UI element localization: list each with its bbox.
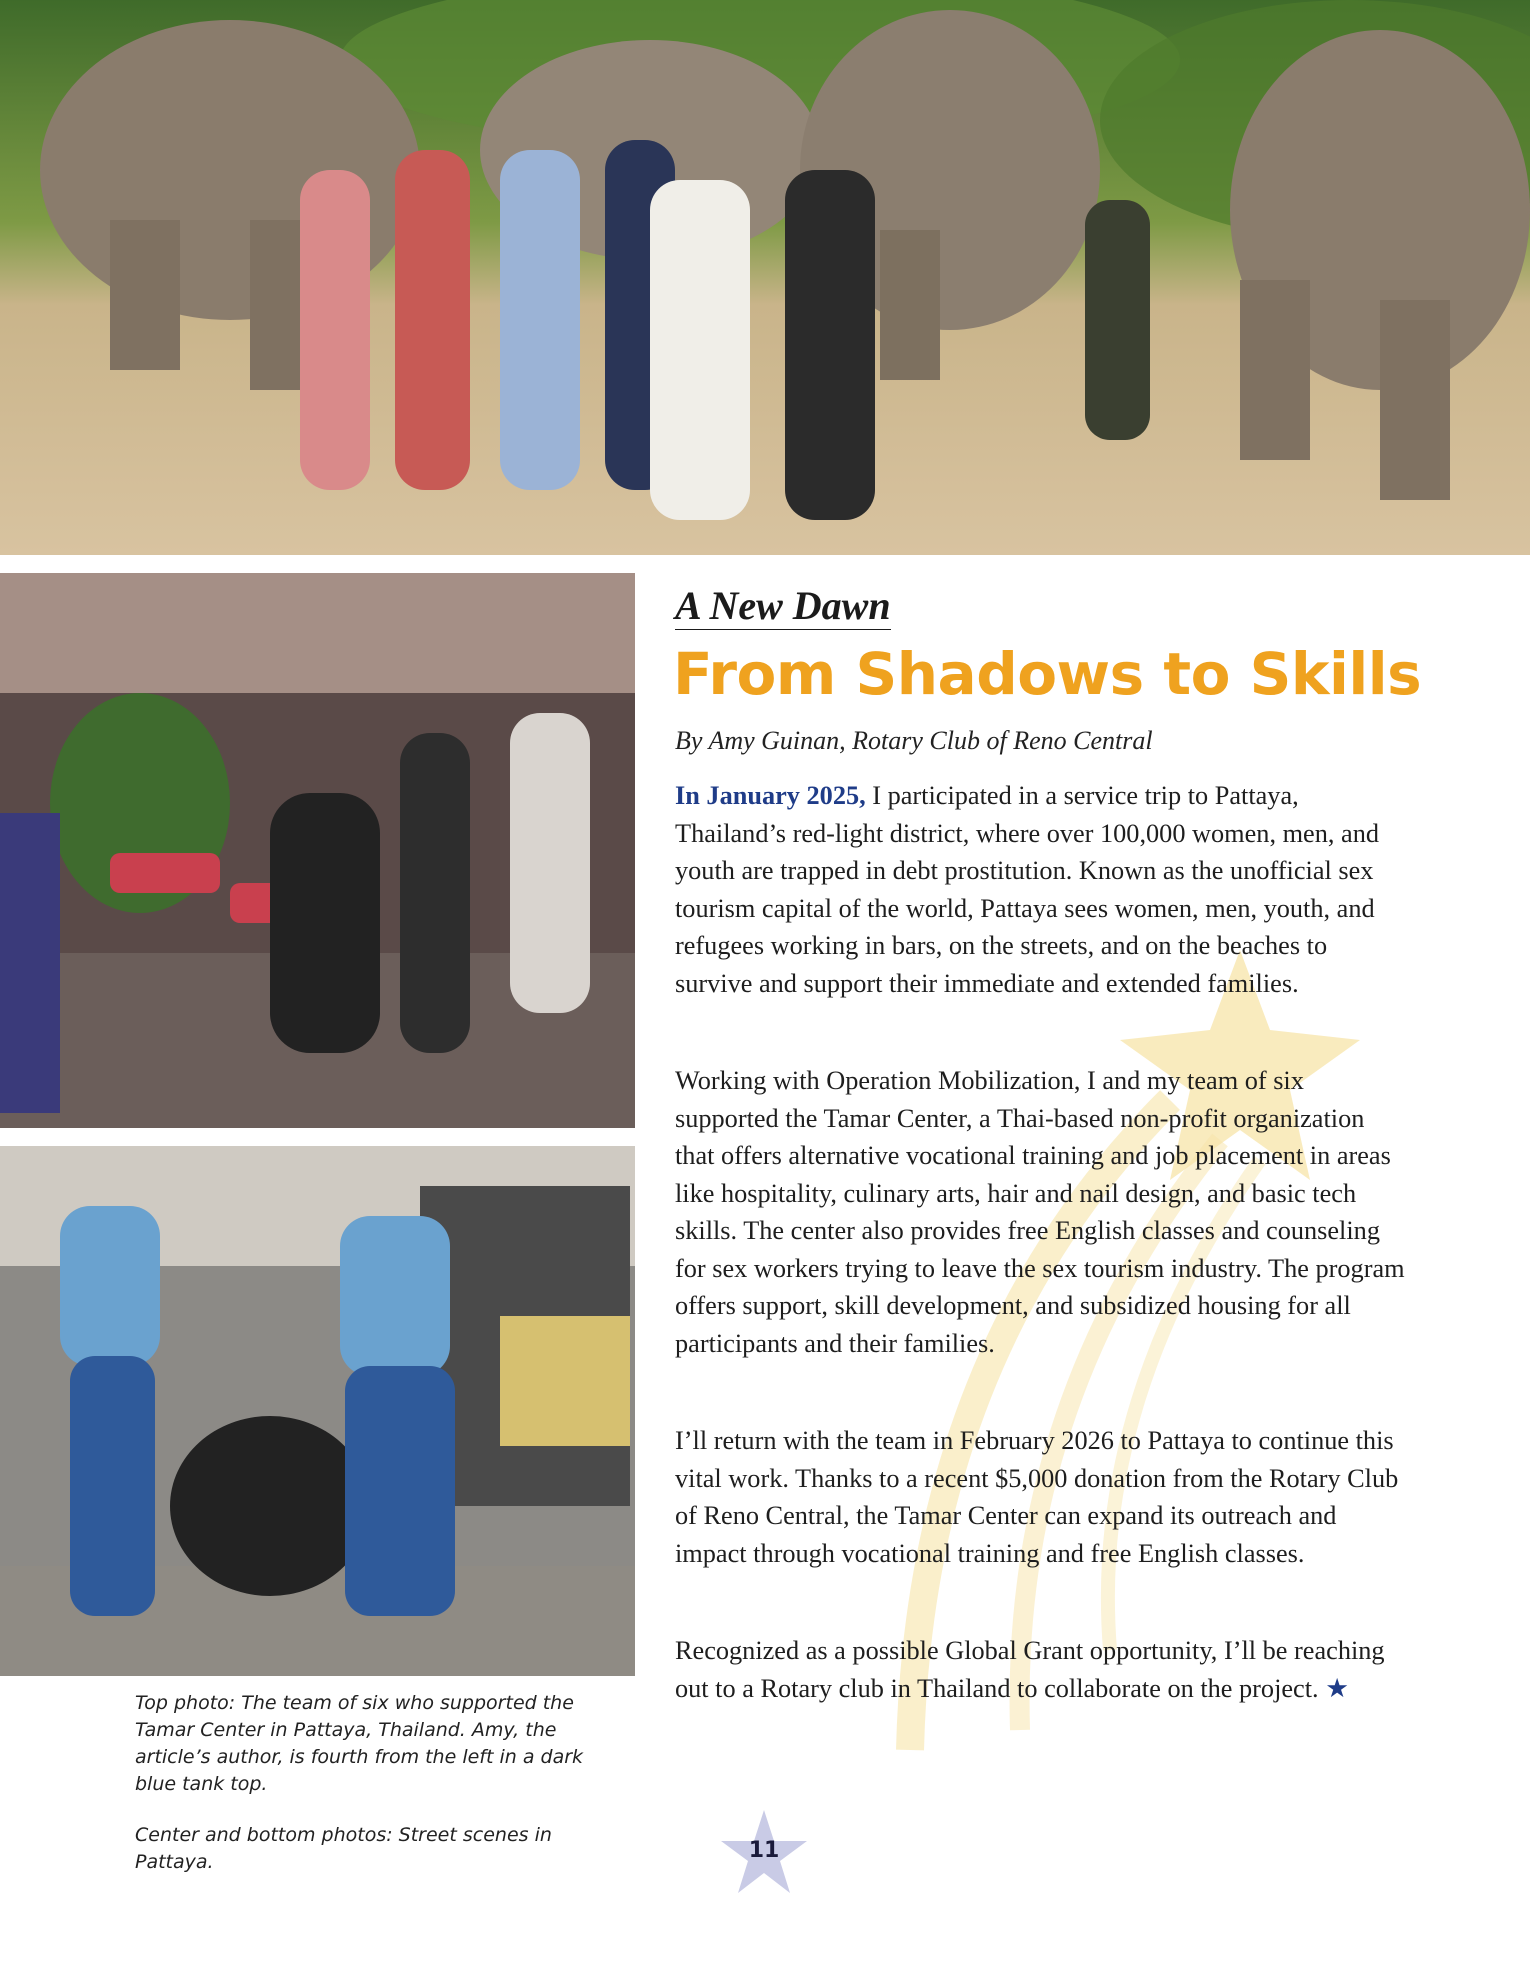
caption-center-bottom-photos: Center and bottom photos: Street scenes in Pattaya.	[135, 1824, 552, 1873]
article-headline: From Shadows to Skills	[673, 640, 1422, 708]
article-byline: By Amy Guinan, Rotary Club of Reno Central	[675, 726, 1153, 755]
paragraph-1-body: I participated in a service trip to Pattaya, Thailand’s red-light district, where over 100,000 women, men, and youth are trapped in debt prostitution. Known as the unofficial sex tourism capital of the world, Pattaya sees women, men, youth, and refugees working in bars, on the streets, and on the beaches to survive and support their immediate and extended families.	[675, 781, 1379, 998]
article-kicker: A New Dawn	[675, 583, 891, 628]
article-paragraph-4	[675, 1632, 1410, 1707]
paragraph-4-body: Recognized as a possible Global Grant opportunity, I’ll be reaching out to a Rotary club in Thailand to collaborate on the project.	[675, 1636, 1385, 1703]
paragraph-lead-in: In January 2025,	[675, 781, 866, 810]
article-paragraph-3: I’ll return with the team in February 2026 to Pattaya to continue this vital work. Thanks to a recent $5,000 donation from the Rotary Club of Reno Central, the Tamar Center can expand its outreach and impact through vocational training and free English classes.	[675, 1426, 1399, 1568]
top-photo-elephants	[0, 0, 1530, 555]
caption-top-photo: Top photo: The team of six who supported the Tamar Center in Pattaya, Thailand. Amy, the article’s author, is fourth from the left in a dark blue tank top.	[135, 1692, 584, 1795]
end-mark-star-icon: ★	[1325, 1673, 1349, 1703]
article-paragraph-1	[675, 777, 1410, 1002]
bottom-photo-street-vendors	[0, 1146, 635, 1676]
page-number: 11	[748, 1838, 780, 1863]
article-paragraph-2: Working with Operation Mobilization, I and my team of six supported the Tamar Center, a Thai-based non-profit organization that offers alternative vocational training and job placement in areas like hospitality, culinary arts, hair and nail design, and basic tech skills. The center also provides free English classes and counseling for sex workers trying to leave the sex tourism industry. The program offers support, skill development, and subsidized housing for all participants and their families.	[675, 1066, 1405, 1358]
center-photo-street-scene	[0, 573, 635, 1128]
